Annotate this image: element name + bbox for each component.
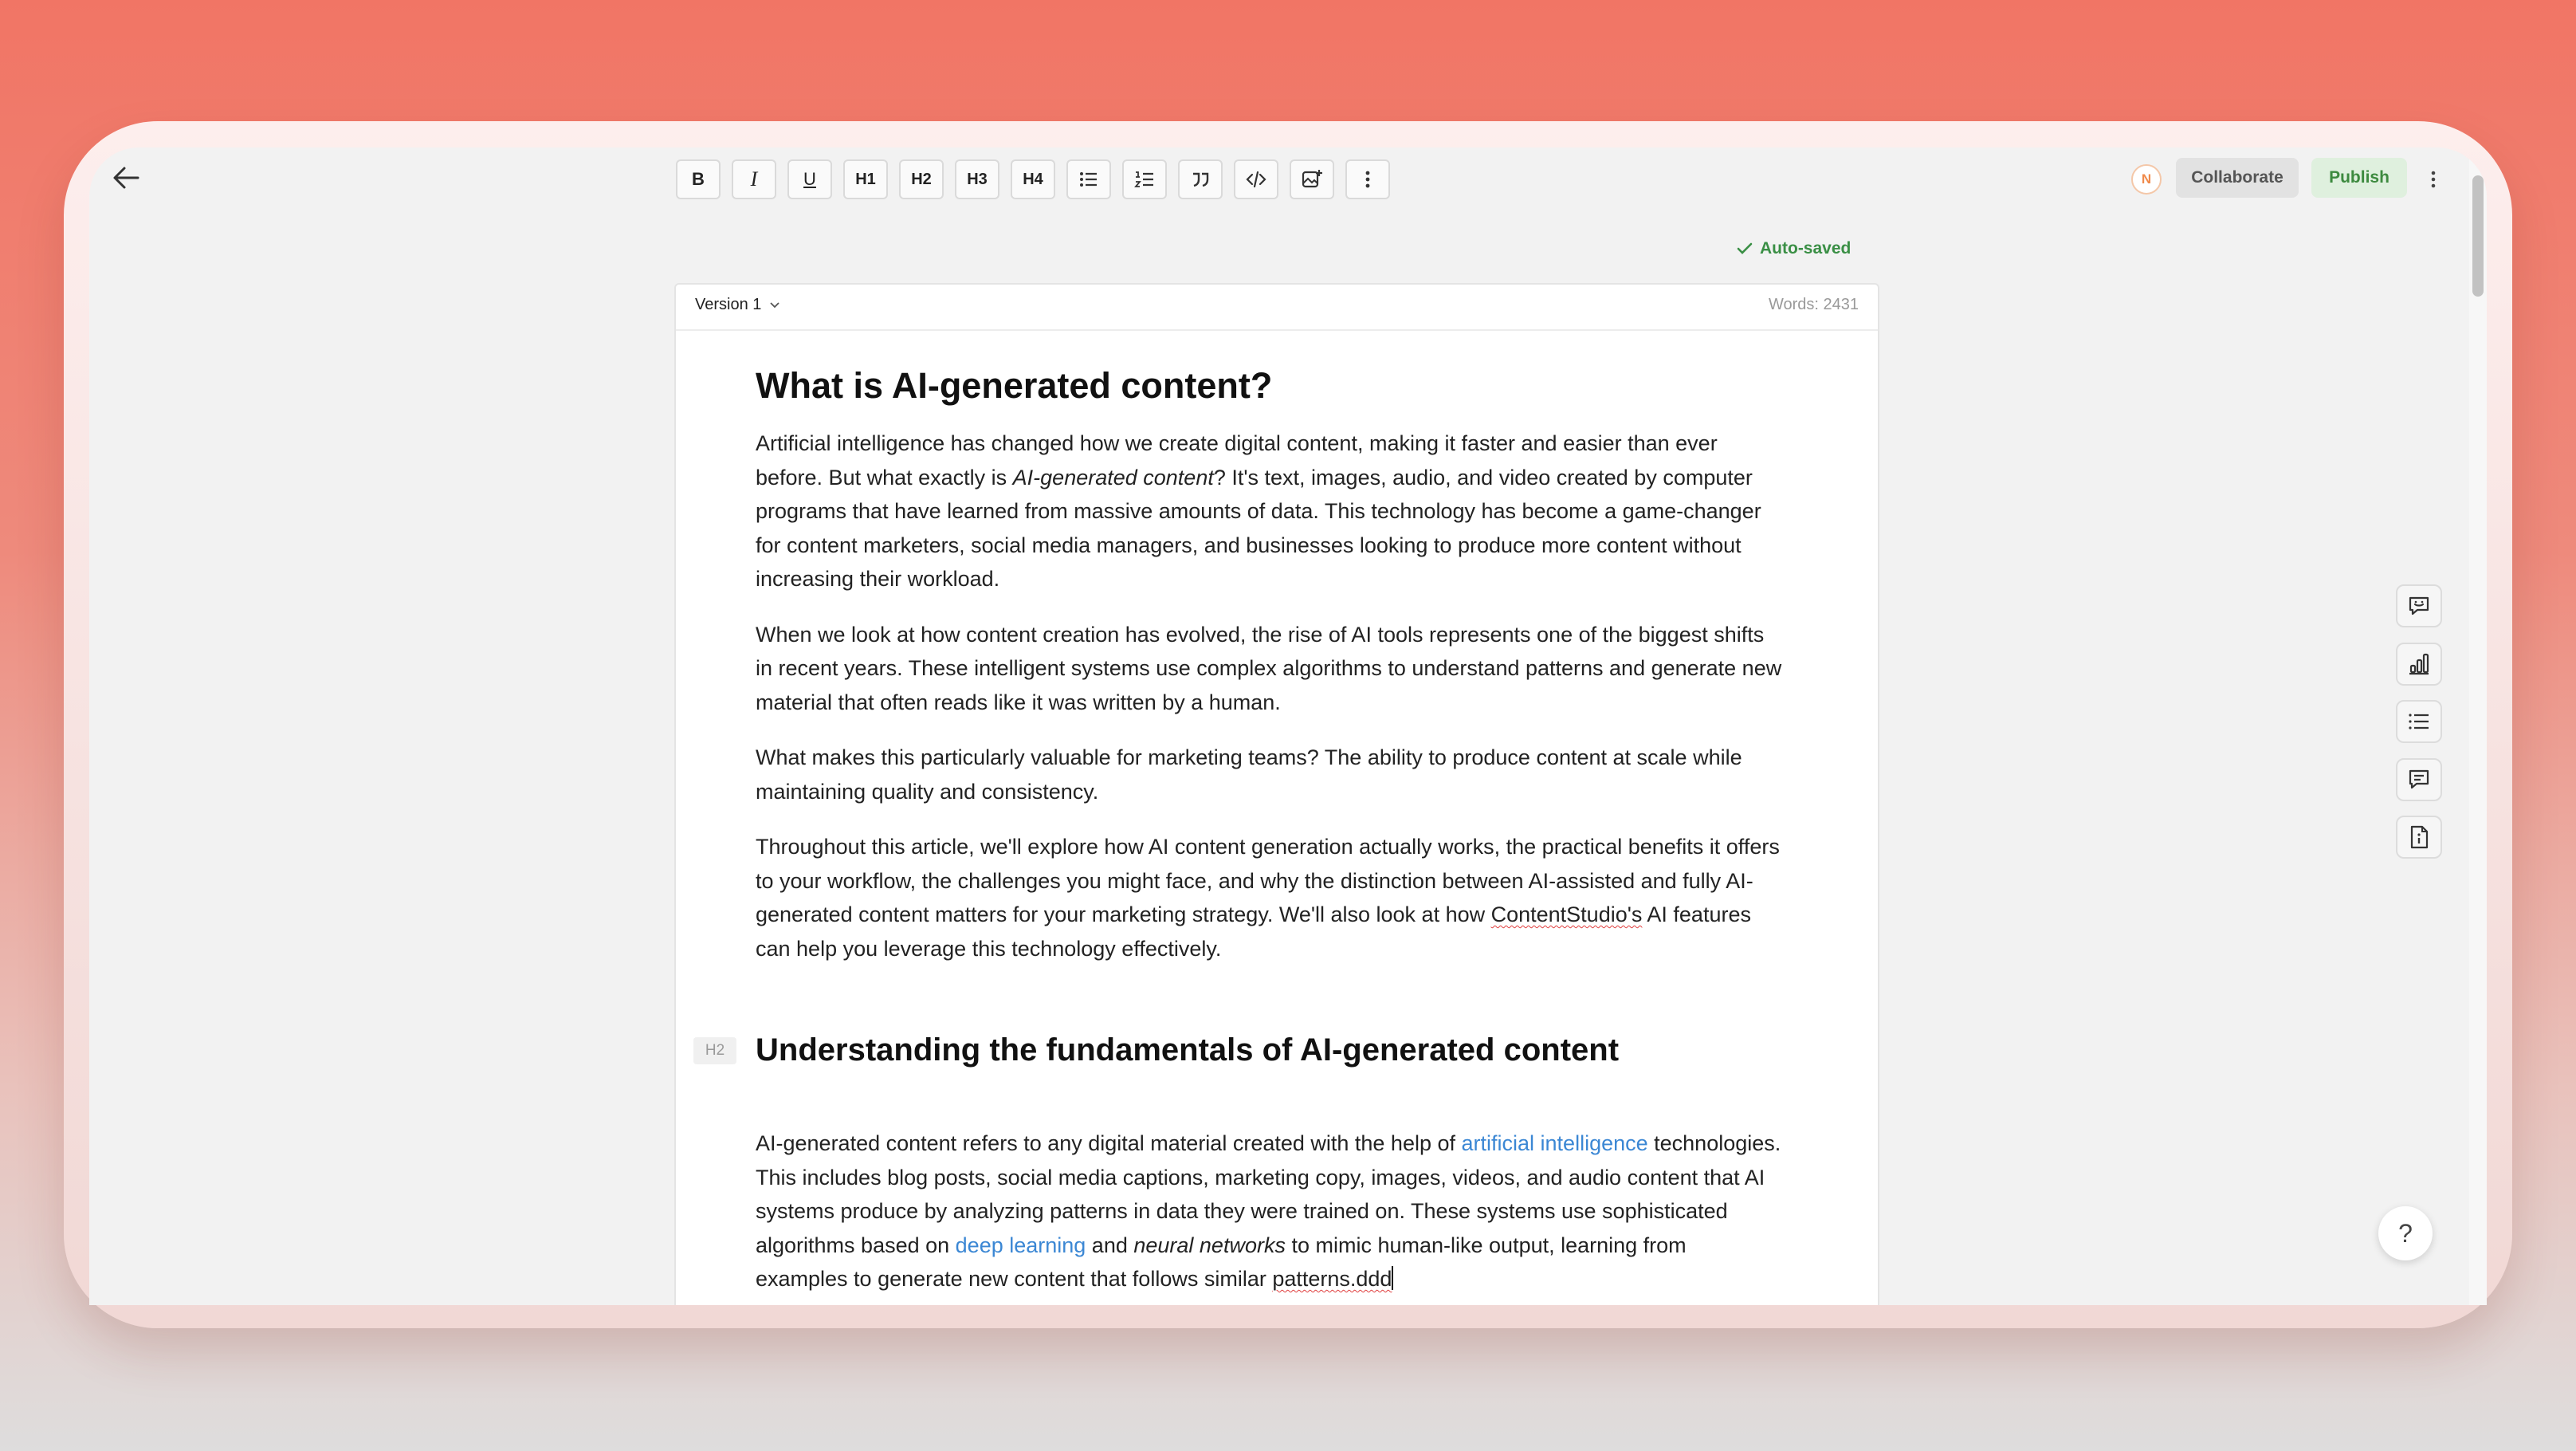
autosave-status <box>1736 237 1851 261</box>
chevron-down-icon <box>769 301 780 309</box>
check-icon <box>1736 240 1753 258</box>
heading3-button[interactable]: H3 <box>955 159 999 199</box>
bullet-list-button[interactable] <box>1066 159 1111 199</box>
back-button[interactable] <box>108 162 143 194</box>
section-heading: Understanding the fundamentals of AI-generated content <box>756 1032 1620 1068</box>
document-card <box>674 283 1879 1305</box>
more-format-button[interactable] <box>1345 159 1390 199</box>
heading2-button[interactable]: H2 <box>899 159 944 199</box>
avatar-initial: N <box>2141 171 2152 187</box>
underline-button[interactable]: U <box>787 159 832 199</box>
kebab-menu-icon <box>2430 170 2437 189</box>
deep-learning-link[interactable]: deep learning <box>955 1233 1086 1257</box>
document-title: What is AI-generated content? <box>756 365 1273 406</box>
editor-content[interactable] <box>705 363 1784 1305</box>
paragraph: Throughout this article, we'll explore how AI content generation actually works, the practical benefits it offers to your workflow, the challenges you might face, and why the distinction between AI-assisted and fully AI-generated content matters for your marketing strategy. We'll also look at how ContentStudio's AI features can help you leverage this technology effectively. <box>756 835 1780 961</box>
more-icon <box>1357 168 1379 191</box>
section-heading-block <box>705 1029 1784 1071</box>
scrollbar-track <box>2469 147 2487 1305</box>
comments-button[interactable] <box>2396 758 2442 801</box>
document-info-icon <box>2406 824 2432 850</box>
bold-button[interactable]: B <box>676 159 721 199</box>
publish-button[interactable]: Publish <box>2311 158 2407 198</box>
bullet-list-icon <box>1078 168 1100 191</box>
code-button[interactable] <box>1234 159 1278 199</box>
numbered-list-button[interactable] <box>1122 159 1167 199</box>
outline-icon <box>2406 709 2432 734</box>
paragraph: AI-generated content refers to any digital material created with the help of artificial intelligence technologies. This includes blog posts, social media captions, marketing copy, images, videos, and audio content that AI systems produce by analyzing patterns in data they were trained on. These systems use sophisticated algorithms based on deep learning and neural networks to mimic human-like output, learning from examples to generate new content that follows similar patterns.ddd <box>756 1131 1781 1291</box>
stats-button[interactable] <box>2396 643 2442 686</box>
version-selector[interactable] <box>695 296 780 314</box>
spelling-flag[interactable]: patterns.ddd <box>1272 1267 1392 1291</box>
text-cursor <box>1392 1266 1393 1290</box>
code-icon <box>1245 168 1267 191</box>
paragraph: Artificial intelligence has changed how we create digital content, making it faster and easier than ever before. But what exactly is AI-generated content? It's text, images, audio, and video created by computer programs that have learned from massive amounts of data. This technology has become a game-changer for content marketers, social media managers, and businesses looking to produce more content without increasing their workload. <box>756 431 1761 591</box>
add-image-button[interactable] <box>1290 159 1334 199</box>
italic-button[interactable]: I <box>732 159 776 199</box>
h2-badge: H2 <box>693 1037 736 1064</box>
numbered-list-icon <box>1133 168 1156 191</box>
heading4-button[interactable]: H4 <box>1011 159 1055 199</box>
help-button[interactable]: ? <box>2378 1206 2433 1260</box>
editor-screen <box>89 147 2487 1305</box>
stats-icon <box>2406 651 2432 677</box>
ai-chat-icon <box>2406 593 2432 619</box>
scrollbar-thumb[interactable] <box>2472 175 2484 297</box>
paragraph: What makes this particularly valuable for marketing teams? The ability to produce content at scale while maintaining quality and consistency. <box>756 745 1742 804</box>
quote-icon <box>1189 168 1211 191</box>
document-header <box>676 285 1878 331</box>
spelling-flag[interactable]: ContentStudio's <box>1490 902 1643 926</box>
word-count: Words: 2431 <box>1768 296 1859 313</box>
menu-button[interactable] <box>2421 163 2445 195</box>
back-arrow-icon <box>112 166 139 190</box>
version-label: Version 1 <box>695 296 762 313</box>
quote-button[interactable] <box>1178 159 1223 199</box>
collaborate-button[interactable]: Collaborate <box>2176 158 2299 198</box>
artificial-intelligence-link[interactable]: artificial intelligence <box>1461 1131 1648 1155</box>
avatar[interactable] <box>2131 164 2162 195</box>
outline-button[interactable] <box>2396 700 2442 743</box>
ai-chat-button[interactable] <box>2396 584 2442 627</box>
paragraph: When we look at how content creation has evolved, the rise of AI tools represents one of the biggest shifts in recent years. These intelligent systems use complex algorithms to understand patterns and generate new material that often reads like it was written by a human. <box>756 622 1782 714</box>
heading1-button[interactable]: H1 <box>843 159 888 199</box>
document-info-button[interactable] <box>2396 816 2442 859</box>
add-image-icon <box>1301 168 1323 191</box>
autosave-label: Auto-saved <box>1760 239 1852 258</box>
comments-icon <box>2406 767 2432 792</box>
